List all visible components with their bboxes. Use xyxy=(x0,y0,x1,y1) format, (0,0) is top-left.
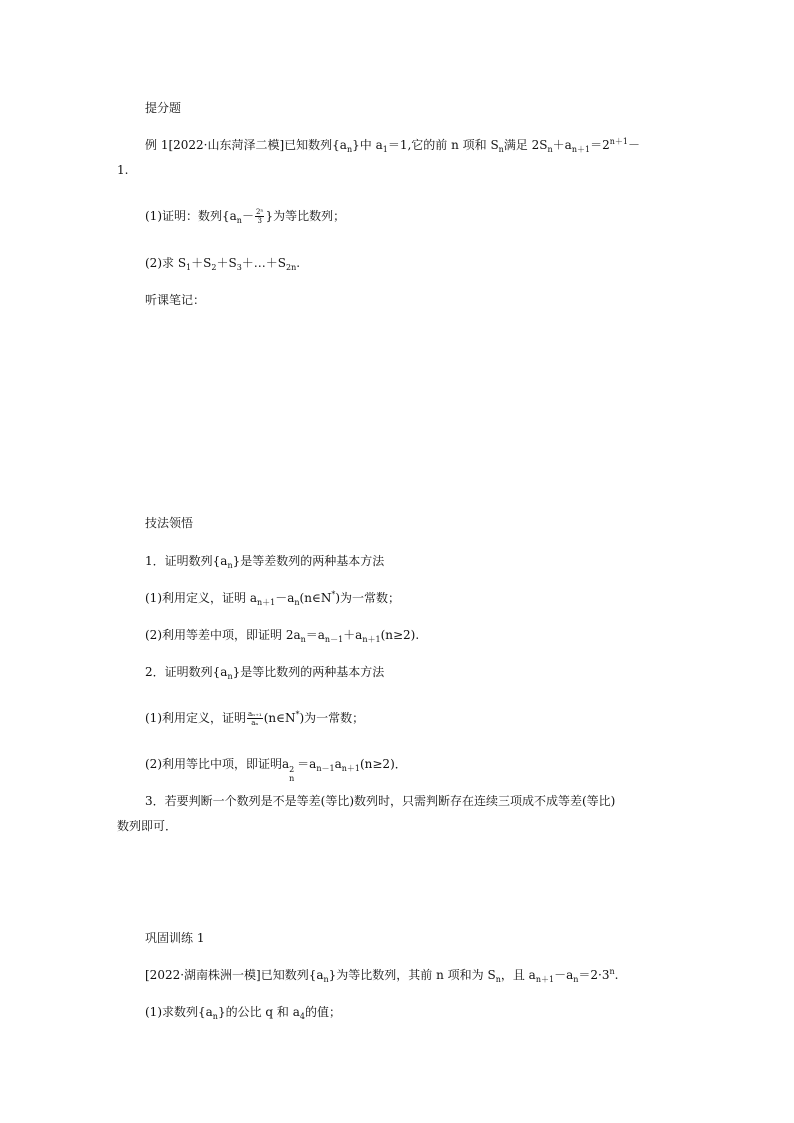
section-title-tifen: 提分题 xyxy=(145,101,182,115)
section-title-gonggu: 巩固训练 1 xyxy=(145,931,205,945)
method-arithmetic-2: (2)利用等差中项，即证明 $2a_n=a_{n-1}+a_{n+1}(n\ge 2)$. xyxy=(145,628,420,644)
example-part-1: (1)证明：数列{$a_n-$ $\frac{\text{2ⁿ}}{3}$ }为等比数列； xyxy=(145,208,346,225)
fraction-2n-over-3: $\frac{\text{2ⁿ}}{3}$ xyxy=(255,208,264,225)
fraction-ratio: $\frac{\text{aₙ₊₁}}{\text{aₙ}}$ xyxy=(248,710,262,727)
section-title-jifa: 技法领悟 xyxy=(145,516,194,530)
method-arithmetic-1: (1)利用定义，证明 $a_{n+1}-a_n(n\in N^*)$为一常数； xyxy=(145,590,401,607)
method-heading-arithmetic: 1．证明数列$\{a_n\}$是等差数列的两种基本方法 xyxy=(145,554,385,570)
example-1-line1: 例 1[2022·山东菏泽二模]已知数列$\{a_n\}$中 $a_1=1$,它的前 n 项和 $S_n$满足 $2S_n+a_{n+1}=2^{n+1}-$ xyxy=(145,137,640,154)
method-heading-geometric: 2．证明数列$\{a_n\}$是等比数列的两种基本方法 xyxy=(145,665,385,681)
example-1-line2: 1. xyxy=(117,163,129,177)
example-part-2: (2)求 $S_1+S_2+S_3+\dots+S_{2n}$. xyxy=(145,256,301,272)
practice-1-line1: [2022·湖南株洲一模]已知数列$\{a_n\}$为等比数列，其前 n 项和为 $S_n$，且 $a_{n+1}-a_n=2\cdot 3^n$. xyxy=(145,967,619,984)
notes-label: 听课笔记： xyxy=(145,293,206,307)
method-note-3-line1: 3．若要判断一个数列是不是等差(等比)数列时，只需判断存在连续三项成不成等差(等比) xyxy=(145,794,616,808)
method-geometric-1: (1)利用定义，证明 $\frac{\text{aₙ₊₁}}{\text{aₙ}}$ (n∈N*)为一常数； xyxy=(145,710,365,727)
practice-1-part-1: (1)求数列$\{a_n\}$的公比 q 和 $a_4$的值； xyxy=(145,1005,341,1021)
method-geometric-2: (2)利用等比中项，即证明a 2 n $=a_{n-1}a_{n+1}(n\ge 2)$． xyxy=(145,757,407,783)
method-note-3-line2: 数列即可． xyxy=(117,819,178,833)
